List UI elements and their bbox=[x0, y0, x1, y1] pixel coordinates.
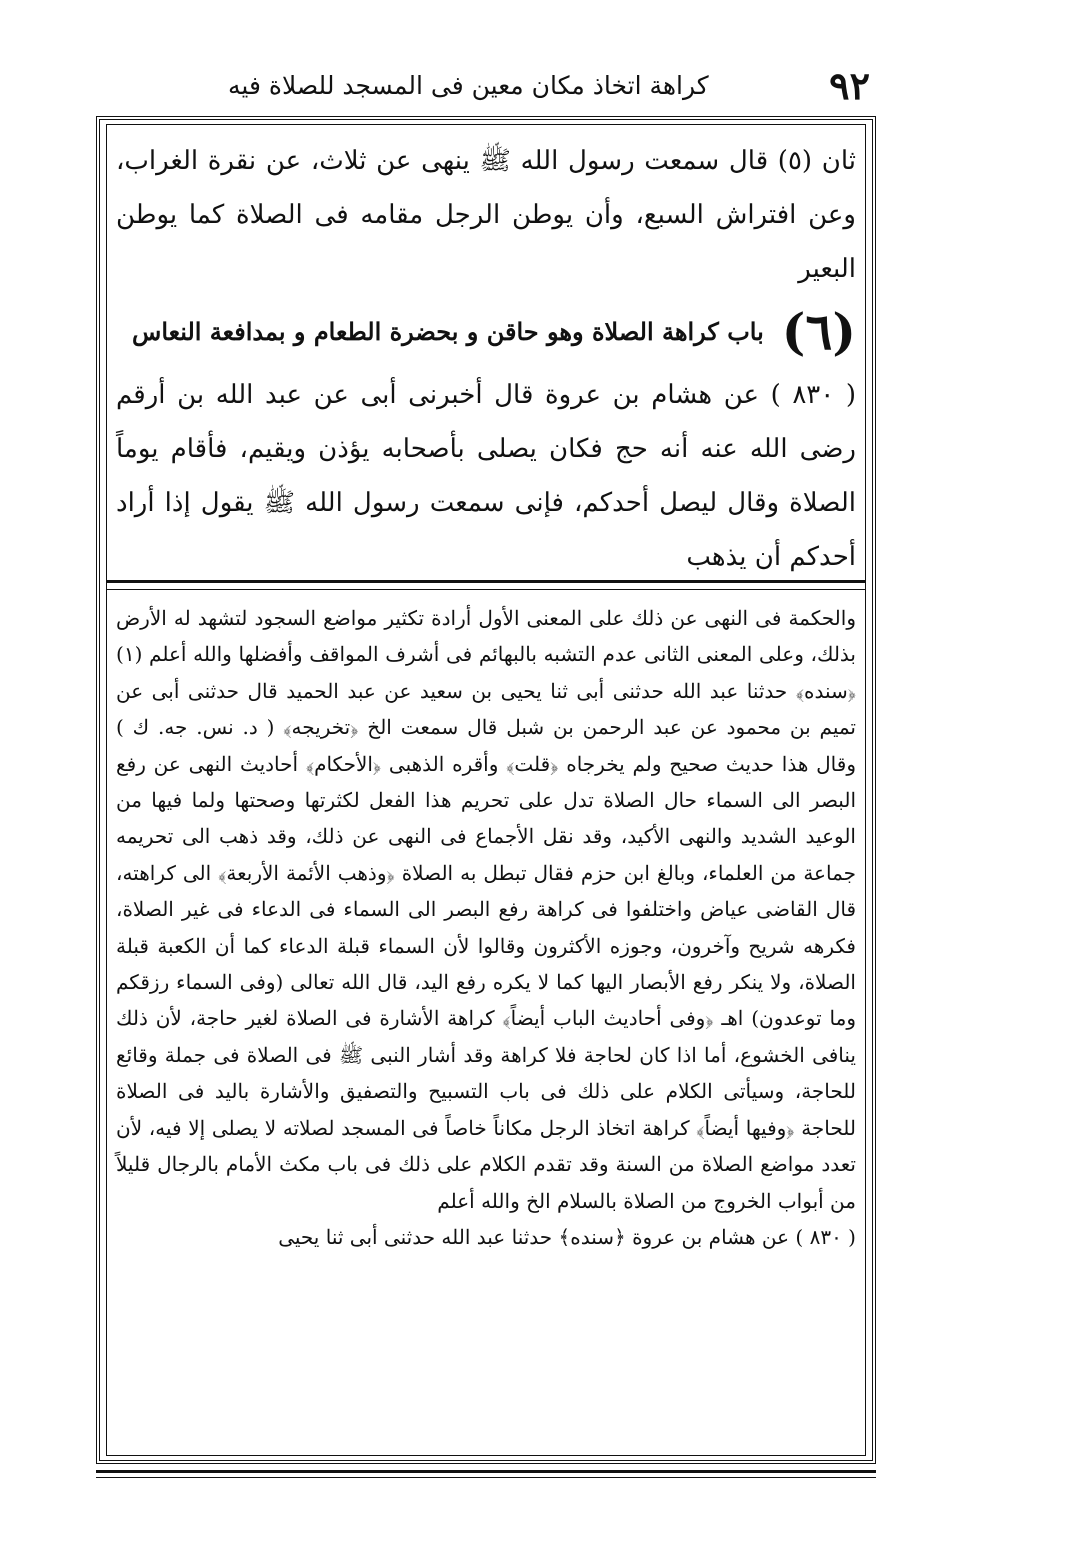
bottom-rule bbox=[96, 1470, 876, 1478]
chapter-title: باب كراهة الصلاة وهو حاقن و بحضرة الطعام و بمدافعة النعاس bbox=[132, 317, 764, 346]
hadith-text-block bbox=[116, 134, 856, 584]
commentary-paragraph: والحكمة فى النهى عن ذلك على المعنى الأول أرادة تكثير مواضع السجود لتشهد له الأرض بذلك، وعلى المعنى الثانى عدم التشبه بالبهائم فى أشرف المواقف وأفضلها والله أعلم (١) ﴿سنده﴾ حدثنا عبد الله حدثنى أبى ثنا يحيى بن سعيد عن عبد الحميد قال حدثنى أبى عن تميم بن محمود عن عبد الرحمن بن شبل قال سمعت الخ ﴿تخريجه﴾ ( د. نس. جه. ك ) وقال هذا حديث صحيح ولم يخرجاه ﴿قلت﴾ وأقره الذهبى ﴿الأحكام﴾ أحاديث النهى عن رفع البصر الى السماء حال الصلاة تدل على تحريم هذا الفعل لكثرتها وصحتها ولما فيها من الوعيد الشديد والنهى الأكيد، وقد نقل الأجماع فى النهى عن ذلك، وقد ذهب الى تحريمه جماعة من العلماء، وبالغ ابن حزم فقال تبطل به الصلاة ﴿وذهب الأئمة الأربعة﴾ الى كراهته، قال القاضى عياض واختلفوا فى كراهة رفع البصر الى السماء فى الدعاء فى غير الصلاة، فكرهه شريح وآخرون، وجوزه الأكثرون وقالوا لأن السماء قبلة الدعاء كما أن الكعبة قبلة الصلاة، ولا ينكر رفع الأبصار اليها كما لا يكره رفع اليد، قال الله تعالى (وفى السماء رزقكم وما توعدون) اهـ ﴿وفى أحاديث الباب أيضاً﴾ كراهة الأشارة فى الصلاة لغير حاجة، لأن ذلك ينافى الخشوع، أما اذا كان لحاجة فلا كراهة وقد أشار النبى ﷺ فى الصلاة فى جملة وقائع للحاجة، وسيأتى الكلام على ذلك فى باب التسبيح والتصفيق والأشارة باليد فى الصلاة للحاجة ﴿وفيها أيضاً﴾ كراهة اتخاذ الرجل مكاناً خاصاً فى المسجد لصلاته لا يصلى إلا فيه، لأن تعدد مواضع الصلاة من السنة وقد تقدم الكلام على ذلك فى باب مكث الأمام بالرجال قليلاً من أبواب الخروج من الصلاة بالسلام الخ والله أعلم bbox=[116, 606, 857, 1213]
running-title: كراهة اتخاذ مكان معين فى المسجد للصلاة فيه bbox=[228, 70, 709, 100]
section-separator bbox=[106, 580, 866, 590]
page-header bbox=[98, 60, 870, 110]
commentary-block bbox=[116, 600, 856, 1255]
commentary-paragraph-830: ( ٨٣٠ ) عن هشام بن عروة ﴿سنده﴾ حدثنا عبد الله حدثنى أبى ثنا يحيى bbox=[278, 1224, 856, 1249]
chapter-number: (٦) bbox=[781, 302, 856, 361]
page-number: ٩٢ bbox=[829, 62, 870, 108]
hadith-829-continuation: ثان (٥) قال سمعت رسول الله ﷺ ينهى عن ثلاث، عن نقرة الغراب، وعن افتراش السبع، وأن يوطن الرجل مقامه فى الصلاة كما يوطن البعير bbox=[116, 146, 856, 284]
hadith-830: ( ٨٣٠ ) عن هشام بن عروة قال أخبرنى أبى عن عبد الله بن أرقم رضى الله عنه أنه حج فكان يصلى بأصحابه يؤذن ويقيم، فأقام يوماً الصلاة وقال ليصل أحدكم، فإنى سمعت رسول الله ﷺ يقول إذا أراد أحدكم أن يذهب bbox=[116, 380, 856, 572]
chapter-heading bbox=[116, 302, 856, 362]
